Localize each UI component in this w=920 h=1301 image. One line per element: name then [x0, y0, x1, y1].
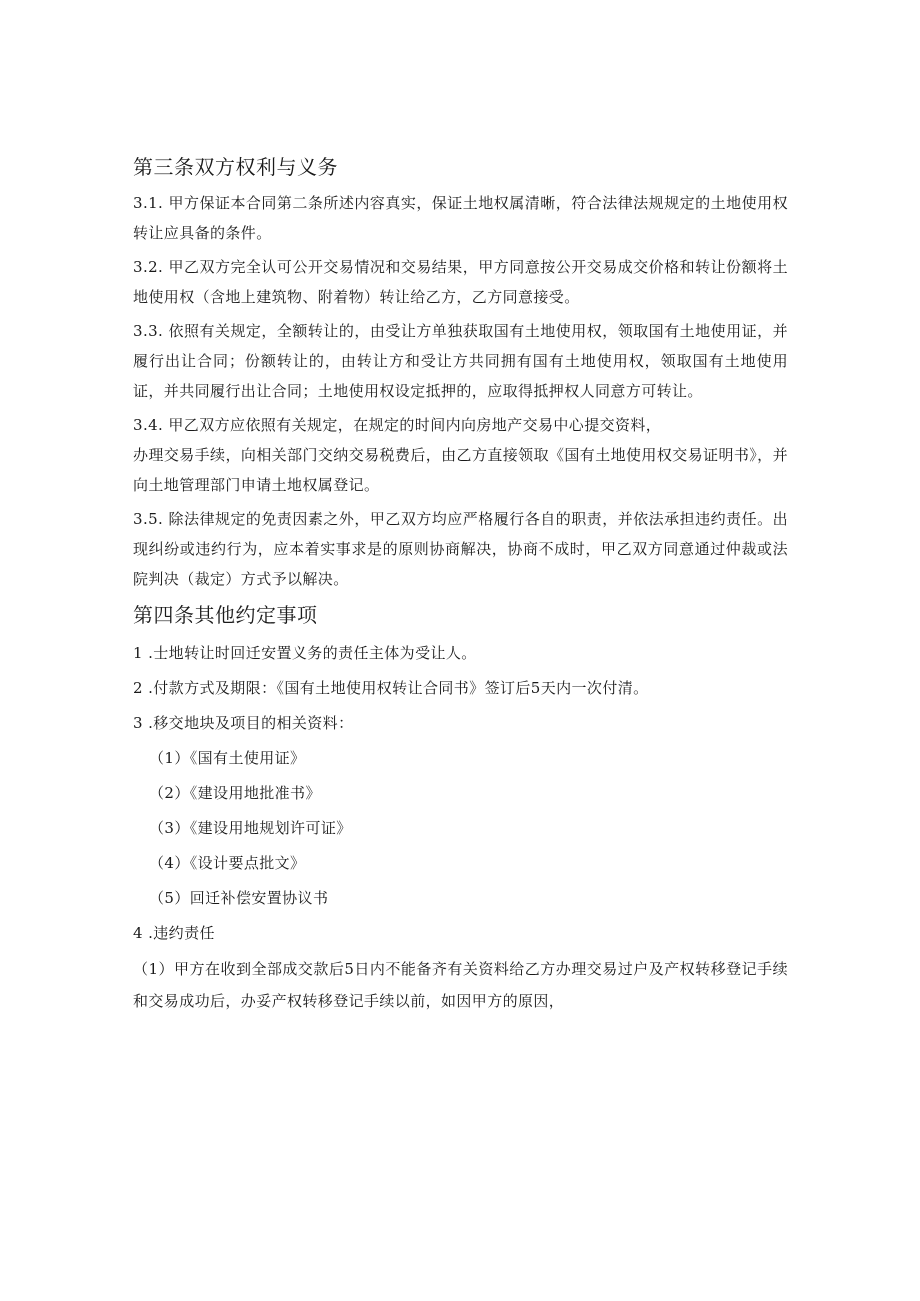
clause-3-4-continued: 办理交易手续，向相关部门交纳交易税费后，由乙方直接领取《国有土地使用权交易证明书》，并向土地管理部门申请土地权属登记。: [133, 446, 788, 494]
clause-3-1: 3.1. 甲方保证本合同第二条所述内容真实，保证土地权属清晰，符合法律法规规定的土地使用权转让应具备的条件。: [133, 194, 788, 242]
clause-3-2: 3.2. 甲乙双方完全认可公开交易情况和交易结果，甲方同意按公开交易成交价格和转让份额将土地使用权（含地上建筑物、附着物）转让给乙方，乙方同意接受。: [133, 258, 788, 306]
item-4: 4 .违约责任: [133, 924, 215, 942]
item-3-sub-1: （1）《国有土使用证》: [149, 749, 306, 767]
clause-3-4: 3.4. 甲乙双方应依照有关规定，在规定的时间内向房地产交易中心提交资料，: [133, 416, 662, 434]
item-4-sub-1: （1）甲方在收到全部成交款后5日内不能备齐有关资料给乙方办理交易过户及产权转移登记手续和交易成功后，办妥产权转移登记手续以前，如因甲方的原因，: [133, 960, 788, 1010]
item-3-sub-4: （4）《设计要点批文》: [149, 854, 306, 872]
item-2: 2 .付款方式及期限：《国有土地使用权转让合同书》签订后5天内一次付清。: [133, 679, 649, 697]
clause-3-5: 3.5. 除法律规定的免责因素之外，甲乙双方均应严格履行各自的职责，并依法承担违约责任。出现纠纷或违约行为，应本着实事求是的原则协商解决，协商不成时，甲乙双方同意通过仲裁或法院判决（裁定）方式予以解决。: [133, 510, 788, 588]
section-4-title: 第四条其他约定事项: [133, 603, 318, 627]
document-body: [133, 152, 788, 1017]
item-3: 3 .移交地块及项目的相关资料：: [133, 714, 354, 732]
item-1: 1 .士地转让时回迁安置义务的责任主体为受让人。: [133, 644, 477, 662]
clause-3-3: 3.3. 依照有关规定，全额转让的，由受让方单独获取国有土地使用权，领取国有土地使用证，并履行出让合同；份额转让的，由转让方和受让方共同拥有国有土地使用权，领取国有土地使用证，并共同履行出让合同；土地使用权设定抵押的，应取得抵押权人同意方可转让。: [133, 322, 788, 400]
item-3-sub-3: （3）《建设用地规划许可证》: [149, 819, 352, 837]
item-3-sub-2: （2）《建设用地批准书》: [149, 784, 321, 802]
item-3-sub-5: （5）回迁补偿安置协议书: [149, 889, 329, 907]
section-3-title: 第三条双方权利与义务: [133, 155, 338, 179]
